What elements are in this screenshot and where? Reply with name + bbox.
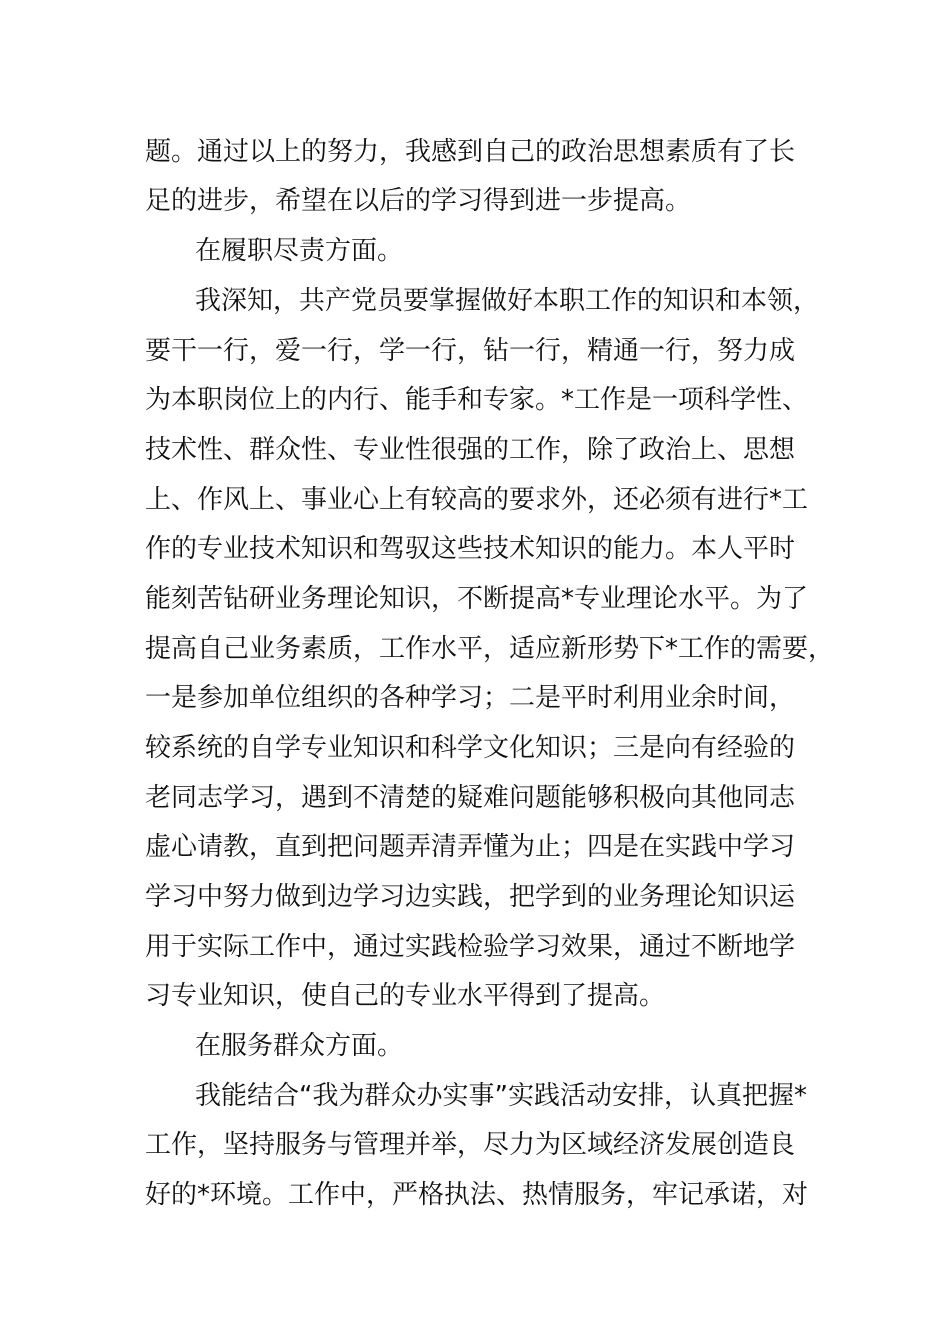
paragraph-first-line: 我能结合“我为群众办实事”实践活动安排，认真把握* xyxy=(195,1081,807,1111)
text-line: 提高自己业务素质，工作水平，适应新形势下*工作的需要， xyxy=(145,634,835,664)
text-line: 题。通过以上的努力，我感到自己的政治思想素质有了长 xyxy=(145,137,796,167)
text-line: 作的专业技术知识和驾驭这些技术知识的能力。本人平时 xyxy=(145,534,796,564)
text-line: 上、作风上、事业心上有较高的要求外，还必须有进行*工 xyxy=(145,485,809,515)
section-heading: 在履职尽责方面。 xyxy=(195,236,404,266)
text-line: 能刻苦钻研业务理论知识，不断提高*专业理论水平。为了 xyxy=(145,584,809,614)
text-line: 技术性、群众性、专业性很强的工作，除了政治上、思想 xyxy=(145,435,796,465)
text-line: 好的*环境。工作中，严格执法、热情服务，牢记承诺，对 xyxy=(145,1180,809,1210)
section-heading: 在服务群众方面。 xyxy=(195,1031,404,1061)
text-line: 老同志学习，遇到不清楚的疑难问题能够积极向其他同志 xyxy=(145,783,796,813)
text-line: 较系统的自学专业知识和科学文化知识；三是向有经验的 xyxy=(145,733,796,763)
text-line: 要干一行，爱一行，学一行，钻一行，精通一行，努力成 xyxy=(145,336,796,366)
text-line: 工作，坚持服务与管理并举，尽力为区域经济发展创造良 xyxy=(145,1130,796,1160)
text-line: 虚心请教，直到把问题弄清弄懂为止；四是在实践中学习 xyxy=(145,832,796,862)
text-line: 足的进步，希望在以后的学习得到进一步提高。 xyxy=(145,186,692,216)
text-line: 用于实际工作中，通过实践检验学习效果，通过不断地学 xyxy=(145,932,796,962)
text-line: 习专业知识，使自己的专业水平得到了提高。 xyxy=(145,981,666,1011)
text-line: 一是参加单位组织的各种学习；二是平时利用业余时间， xyxy=(145,683,796,713)
text-line: 为本职岗位上的内行、能手和专家。*工作是一项科学性、 xyxy=(145,385,809,415)
paragraph-first-line: 我深知，共产党员要掌握做好本职工作的知识和本领， xyxy=(195,286,820,316)
text-line: 学习中努力做到边学习边实践，把学到的业务理论知识运 xyxy=(145,882,796,912)
